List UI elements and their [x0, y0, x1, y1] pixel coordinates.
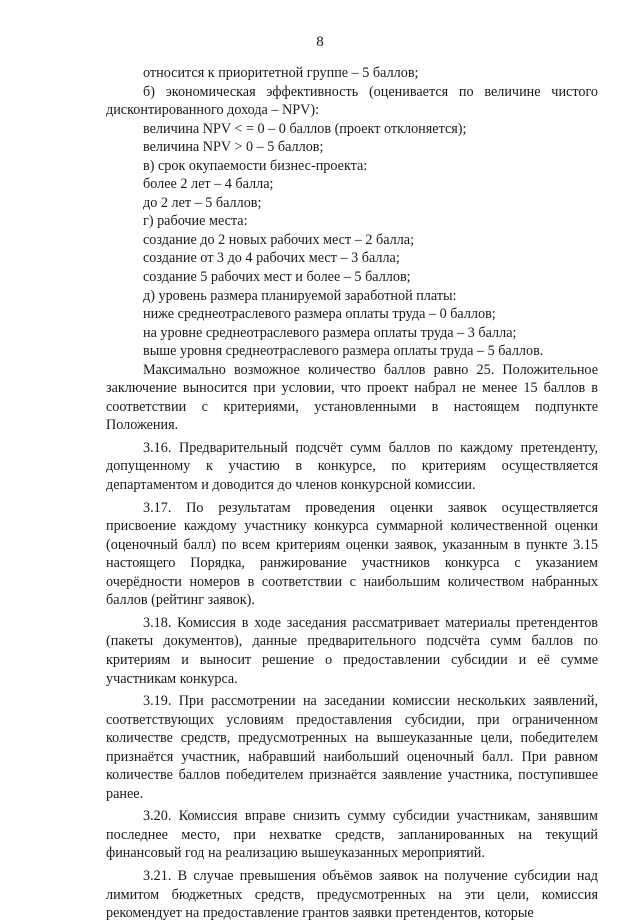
paragraph-3-19: 3.19. При рассмотрении на заседании комиссии нескольких заявлений, соответствующих условиям предоставления субсидии, при ограниченном количестве средств, предусмотренных на вышеуказанные цели, победителем признаётся участник, набравший наибольший оценочный балл. При равном количестве баллов победителем признаётся заявление участника, поступившее ранее.	[106, 693, 598, 802]
document-body	[106, 64, 598, 923]
text-line: г) рабочие места:	[143, 213, 248, 230]
text-line: на уровне среднеотраслевого размера оплаты труда – 3 балла;	[143, 324, 517, 341]
text-line: создание от 3 до 4 рабочих мест – 3 балла;	[143, 250, 400, 267]
text-line: ниже среднеотраслевого размера оплаты труда – 0 баллов;	[143, 306, 496, 323]
paragraph-max-score: Максимально возможное количество баллов равно 25. Положительное заключение выносится при условии, что проект набрал не менее 15 баллов в соответствии с критериями, установленными в настоящем подпункте Положения.	[106, 361, 598, 434]
text-line: величина NPV > 0 – 5 баллов;	[143, 139, 324, 156]
text-line: до 2 лет – 5 баллов;	[143, 194, 262, 211]
text-line: выше уровня среднеотраслевого размера оплаты труда – 5 баллов.	[143, 343, 544, 360]
page-number: 8	[316, 34, 324, 50]
paragraph-3-16: 3.16. Предварительный подсчёт сумм баллов по каждому претенденту, допущенному к участию в конкурсе, по критериям осуществляется департаментом и доводится до членов конкурсной комиссии.	[106, 439, 598, 494]
text-line: величина NPV < = 0 – 0 баллов (проект отклоняется);	[143, 120, 467, 137]
text-line: д) уровень размера планируемой заработной платы:	[143, 287, 457, 304]
paragraph-3-20: 3.20. Комиссия вправе снизить сумму субсидии участникам, занявшим последнее место, при нехватке средств, запланированных на текущий финансовый год на реализацию вышеуказанных мероприятий.	[106, 808, 598, 862]
paragraph-3-21: 3.21. В случае превышения объёмов заявок на получение субсидии над лимитом бюджетных средств, предусмотренных на эти цели, комиссия рекомендует на предоставление грантов заявки претендентов, которые	[106, 867, 598, 922]
text-line: создание до 2 новых рабочих мест – 2 балла;	[143, 231, 415, 248]
text-line: дисконтированного дохода – NPV):	[106, 102, 320, 119]
text-line: более 2 лет – 4 балла;	[143, 176, 274, 193]
paragraph-3-17: 3.17. По результатам проведения оценки заявок осуществляется присвоение каждому участнику конкурса суммарной количественной оценки (оценочный балл) по всем критериям оценки заявок, указанным в пункте 3.15 настоящего Порядка, ранжирование участников конкурса с указанием очерёдности номеров в соответствии с наибольшим количеством набранных баллов (рейтинг заявок).	[106, 499, 598, 609]
text-line: создание 5 рабочих мест и более – 5 баллов;	[143, 269, 411, 286]
text-line: б) экономическая эффективность (оценивается по величине чистого	[143, 83, 598, 100]
paragraph-3-18: 3.18. Комиссия в ходе заседания рассматривает материалы претендентов (пакеты документов), данные предварительного подсчёта сумм баллов по критериям и выносит решение о предоставлении субсидии и её сумме участникам конкурса.	[106, 614, 598, 687]
text-line: относится к приоритетной группе – 5 баллов;	[143, 65, 419, 81]
text-line: в) срок окупаемости бизнес-проекта:	[143, 157, 368, 174]
